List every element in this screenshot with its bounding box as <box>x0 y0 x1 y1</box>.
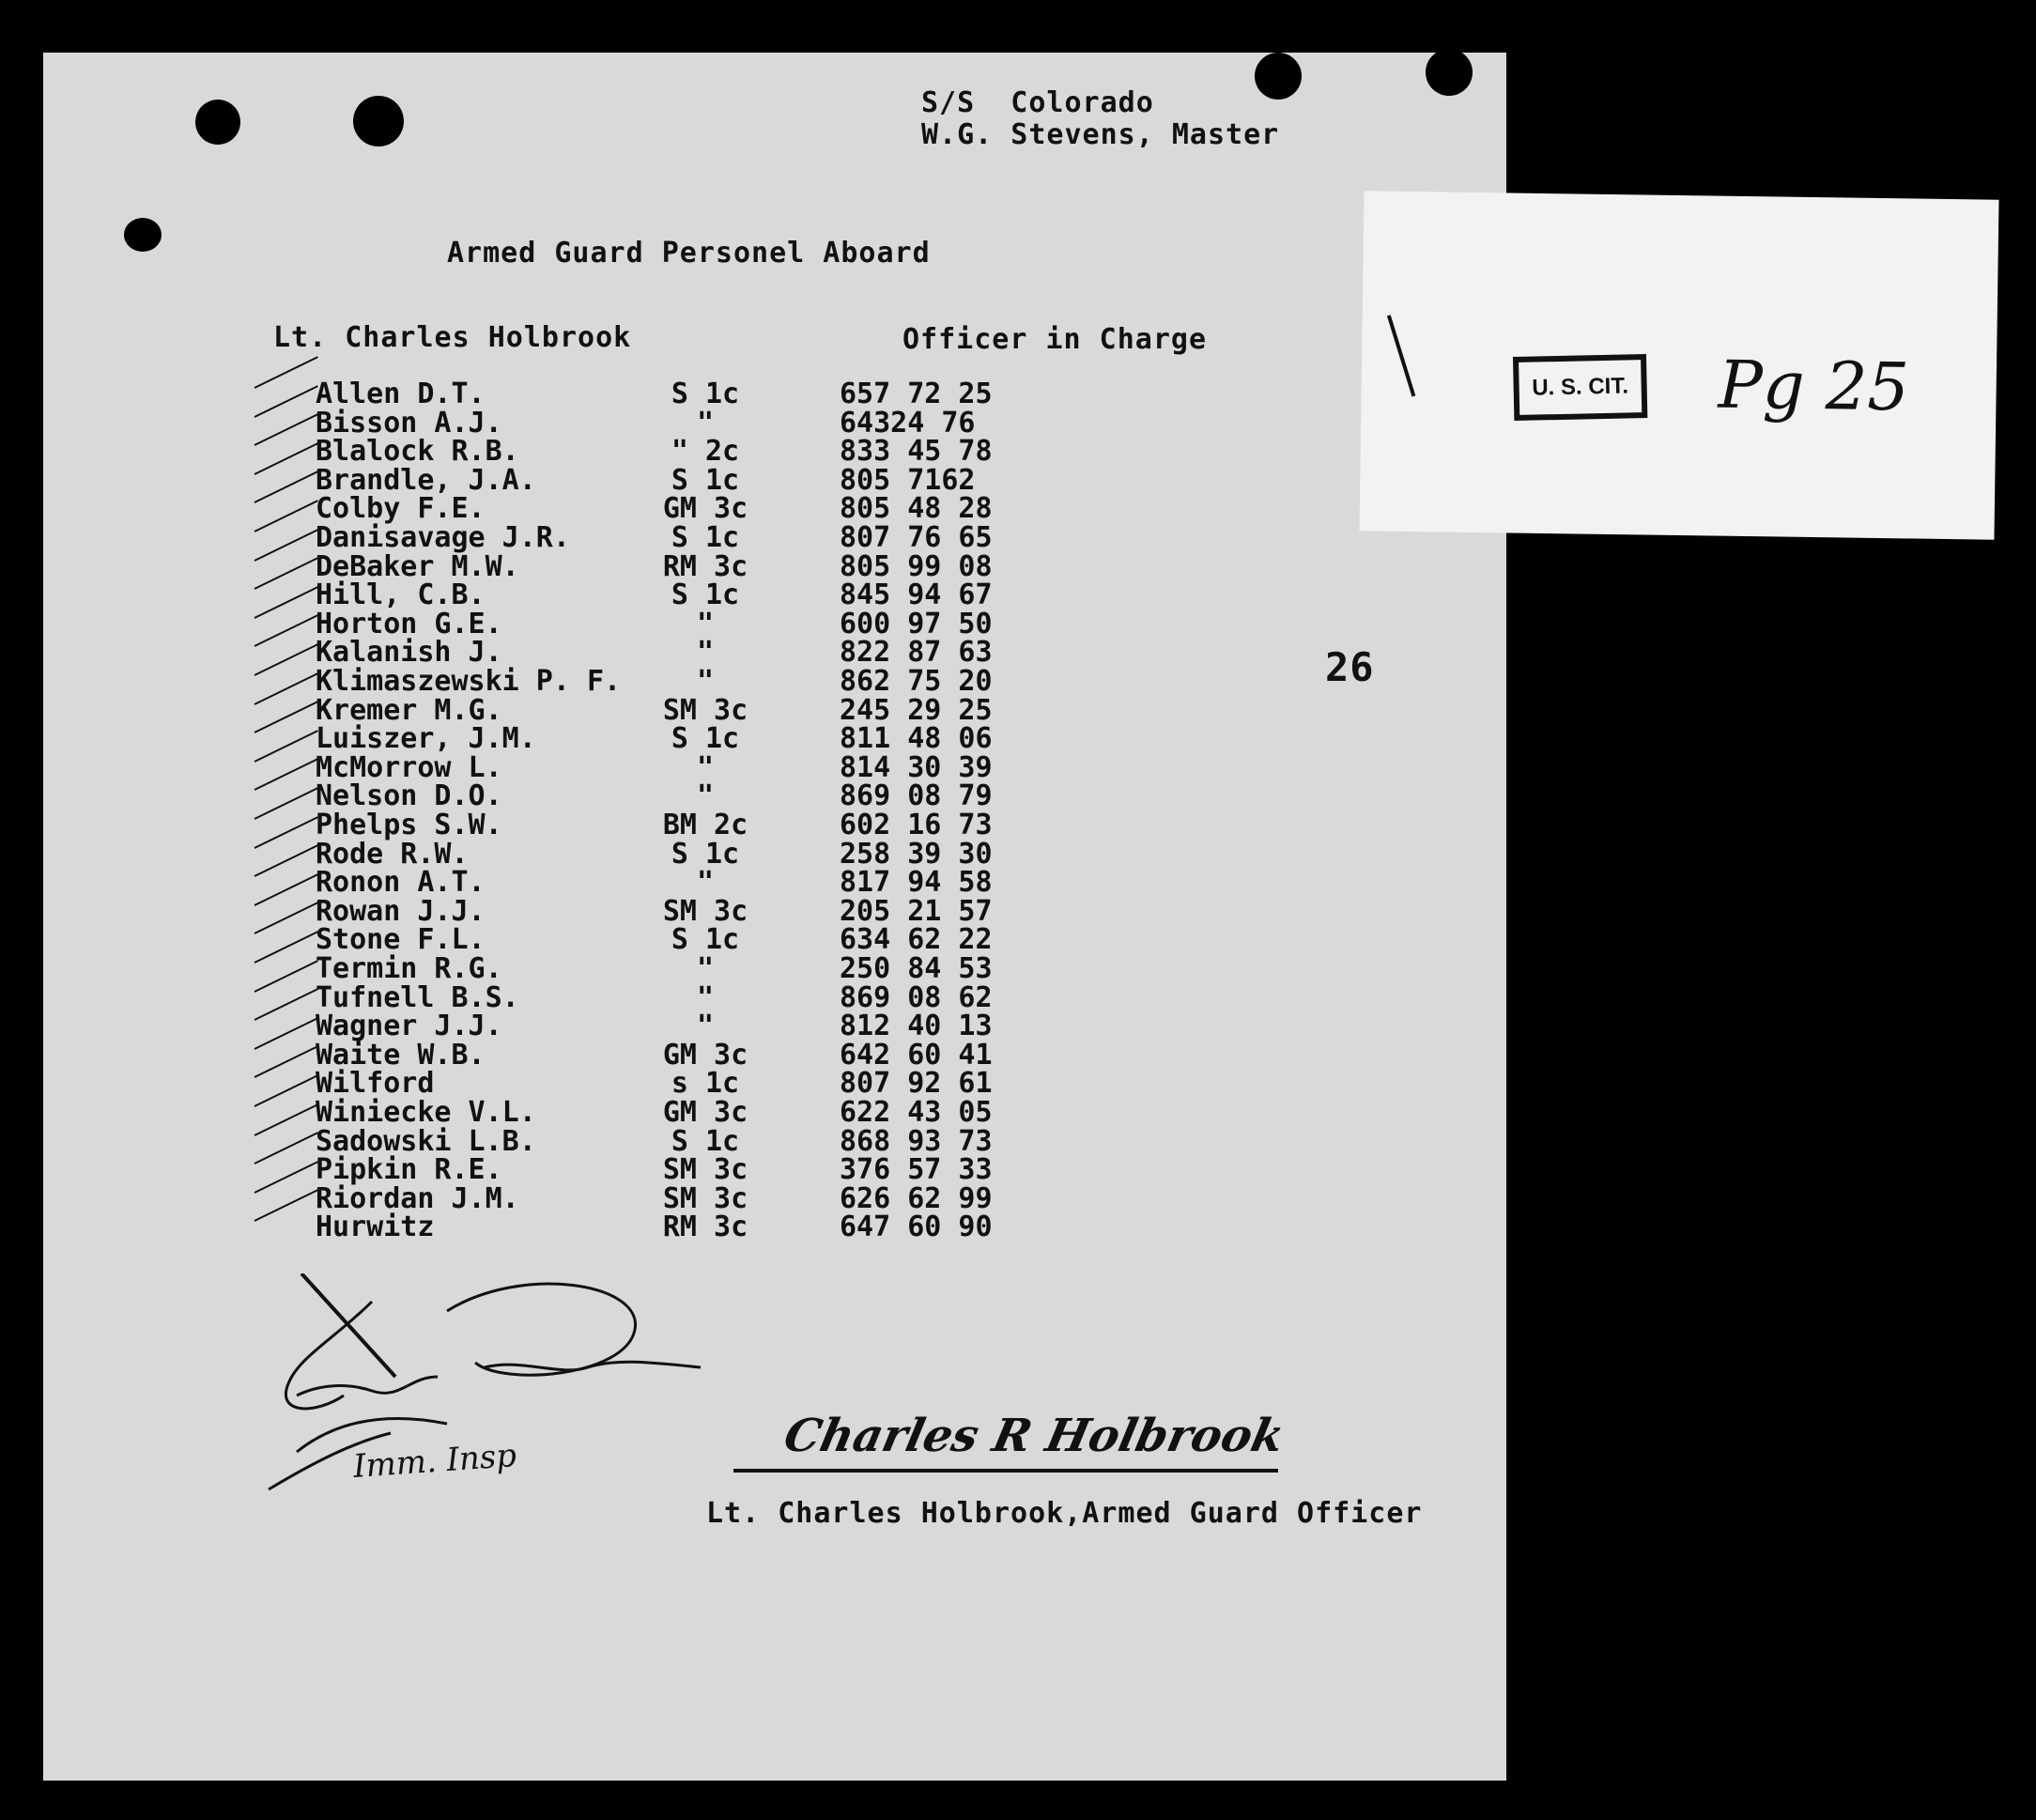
crew-row <box>43 492 1076 526</box>
citizenship-stamp: U. S. CIT. <box>1513 354 1647 421</box>
crew-row <box>43 837 1076 871</box>
crew-name: Luiszer, J.M. <box>316 722 536 756</box>
ship-master: W.G. Stevens, Master <box>921 118 1280 151</box>
crew-number: 822 87 63 <box>840 636 993 670</box>
crew-row <box>43 607 1076 640</box>
crew-row <box>43 378 1076 410</box>
crew-name: Wagner J.J. <box>316 1010 502 1043</box>
crew-name: Tufnell B.S. <box>316 980 519 1014</box>
crew-name: McMorrow L. <box>316 750 502 784</box>
ship-name: S/S Colorado <box>921 86 1154 119</box>
crew-number: 868 93 73 <box>840 1124 993 1158</box>
citizenship-card <box>1360 191 1999 539</box>
crew-row <box>43 693 1076 727</box>
punch-hole <box>353 96 404 147</box>
crew-number: 805 99 08 <box>840 549 993 583</box>
crew-rate: RM 3c <box>662 1211 748 1244</box>
crew-row <box>43 578 1076 612</box>
crew-rate: SM 3c <box>662 693 748 727</box>
crew-rate: " <box>696 607 715 640</box>
crew-rate: " 2c <box>671 435 740 469</box>
crew-rate: S 1c <box>671 378 740 410</box>
crew-number: 250 84 53 <box>840 952 993 985</box>
crew-number: 245 29 25 <box>840 693 993 727</box>
crew-row <box>43 549 1076 583</box>
crew-rate: S 1c <box>671 837 740 871</box>
crew-rate: SM 3c <box>662 894 748 928</box>
crew-rate: s 1c <box>671 1067 740 1101</box>
crew-rate: S 1c <box>671 578 740 612</box>
crew-name: Brandle, J.A. <box>316 463 536 497</box>
card-page-note: Pg 25 <box>1718 346 1910 426</box>
crew-rate: " <box>696 866 715 900</box>
crew-name: Horton G.E. <box>316 607 502 640</box>
crew-number: 622 43 05 <box>840 1096 993 1129</box>
crew-name: Rode R.W. <box>316 837 469 871</box>
crew-name: Kremer M.G. <box>316 693 502 727</box>
crew-row <box>43 1153 1076 1187</box>
crew-number: 805 48 28 <box>840 492 993 526</box>
crew-number: 600 97 50 <box>840 607 993 640</box>
document-page <box>43 53 1506 1781</box>
crew-name: DeBaker M.W. <box>316 549 519 583</box>
punch-hole <box>1255 53 1302 100</box>
crew-row <box>43 980 1076 1014</box>
crew-row <box>43 1211 1076 1244</box>
crew-name: Sadowski L.B. <box>316 1124 536 1158</box>
crew-row <box>43 636 1076 670</box>
crew-row <box>43 894 1076 928</box>
crew-rate: SM 3c <box>662 1181 748 1215</box>
crew-number: 376 57 33 <box>840 1153 993 1187</box>
crew-row <box>43 406 1076 440</box>
crew-name: Bisson A.J. <box>316 406 502 440</box>
card-mark <box>1387 315 1415 396</box>
crew-row <box>43 1010 1076 1043</box>
crew-name: Danisavage J.R. <box>316 521 570 554</box>
document-title: Armed Guard Personel Aboard <box>447 237 931 270</box>
crew-row <box>43 952 1076 985</box>
crew-rate: S 1c <box>671 463 740 497</box>
crew-row <box>43 750 1076 784</box>
officer-name: Lt. Charles Holbrook <box>273 321 632 354</box>
punch-hole <box>195 100 240 145</box>
crew-number: 817 94 58 <box>840 866 993 900</box>
crew-row <box>43 779 1076 813</box>
crew-name: Pipkin R.E. <box>316 1153 502 1187</box>
crew-row <box>43 923 1076 957</box>
crew-number: 626 62 99 <box>840 1181 993 1215</box>
crew-name: Hill, C.B. <box>316 578 486 612</box>
crew-row <box>43 1181 1076 1215</box>
crew-rate: " <box>696 1010 715 1043</box>
crew-number: 812 40 13 <box>840 1010 993 1043</box>
crew-number: 657 72 25 <box>840 378 993 410</box>
punch-hole <box>1426 49 1473 96</box>
crew-number: 807 76 65 <box>840 521 993 554</box>
crew-number: 805 7162 <box>840 463 976 497</box>
crew-number: 814 30 39 <box>840 750 993 784</box>
crew-rate: S 1c <box>671 521 740 554</box>
crew-rate: S 1c <box>671 1124 740 1158</box>
crew-number: 647 60 90 <box>840 1211 993 1244</box>
crew-number: 64324 76 <box>840 406 976 440</box>
crew-rate: " <box>696 779 715 813</box>
punch-hole <box>124 218 162 252</box>
crew-rate: " <box>696 750 715 784</box>
crew-number: 833 45 78 <box>840 435 993 469</box>
crew-rate: SM 3c <box>662 1153 748 1187</box>
crew-row <box>43 1038 1076 1072</box>
crew-row <box>43 463 1076 497</box>
crew-name: Nelson D.O. <box>316 779 502 813</box>
crew-rate: GM 3c <box>662 1096 748 1129</box>
crew-rate: " <box>696 980 715 1014</box>
crew-name: Kalanish J. <box>316 636 502 670</box>
crew-name: Klimaszewski P. F. <box>316 665 622 698</box>
crew-number: 845 94 67 <box>840 578 993 612</box>
crew-list <box>43 378 1076 1260</box>
crew-number: 205 21 57 <box>840 894 993 928</box>
crew-number: 602 16 73 <box>840 809 993 841</box>
crew-row <box>43 722 1076 756</box>
crew-rate: S 1c <box>671 722 740 756</box>
inspector-signature <box>259 1273 748 1518</box>
crew-row <box>43 665 1076 698</box>
crew-rate: RM 3c <box>662 549 748 583</box>
crew-name: Stone F.L. <box>316 923 486 957</box>
crew-number: 642 60 41 <box>840 1038 993 1072</box>
crew-rate: " <box>696 636 715 670</box>
crew-rate: GM 3c <box>662 492 748 526</box>
crew-name: Waite W.B. <box>316 1038 486 1072</box>
crew-name: Winiecke V.L. <box>316 1096 536 1129</box>
crew-row <box>43 1096 1076 1129</box>
officer-caption: Lt. Charles Holbrook,Armed Guard Officer <box>706 1497 1423 1530</box>
crew-name: Termin R.G. <box>316 952 502 985</box>
crew-name: Rowan J.J. <box>316 894 486 928</box>
crew-rate: " <box>696 406 715 440</box>
crew-row <box>43 521 1076 554</box>
page-number: 26 <box>1325 644 1375 690</box>
crew-rate: BM 2c <box>662 809 748 841</box>
crew-number: 862 75 20 <box>840 665 993 698</box>
officer-role: Officer in Charge <box>902 323 1208 356</box>
crew-number: 869 08 62 <box>840 980 993 1014</box>
crew-row <box>43 1067 1076 1101</box>
crew-name: Allen D.T. <box>316 378 486 410</box>
crew-row <box>43 1124 1076 1158</box>
crew-number: 869 08 79 <box>840 779 993 813</box>
crew-name: Riordan J.M. <box>316 1181 519 1215</box>
crew-name: Blalock R.B. <box>316 435 519 469</box>
inspector-note: Imm. Insp <box>351 1436 518 1487</box>
crew-row <box>43 809 1076 841</box>
crew-number: 258 39 30 <box>840 837 993 871</box>
officer-signature: Charles R Holbrook <box>779 1410 1289 1462</box>
crew-rate: S 1c <box>671 923 740 957</box>
crew-row <box>43 435 1076 469</box>
crew-name: Phelps S.W. <box>316 809 502 841</box>
signature-line <box>733 1469 1278 1473</box>
crew-name: Hurwitz <box>316 1211 435 1244</box>
crew-number: 634 62 22 <box>840 923 993 957</box>
crew-name: Colby F.E. <box>316 492 486 526</box>
crew-row <box>43 866 1076 900</box>
crew-rate: GM 3c <box>662 1038 748 1072</box>
check-mark <box>254 356 318 389</box>
crew-name: Ronon A.T. <box>316 866 486 900</box>
crew-rate: " <box>696 665 715 698</box>
crew-number: 811 48 06 <box>840 722 993 756</box>
crew-number: 807 92 61 <box>840 1067 993 1101</box>
crew-rate: " <box>696 952 715 985</box>
crew-name: Wilford <box>316 1067 435 1101</box>
